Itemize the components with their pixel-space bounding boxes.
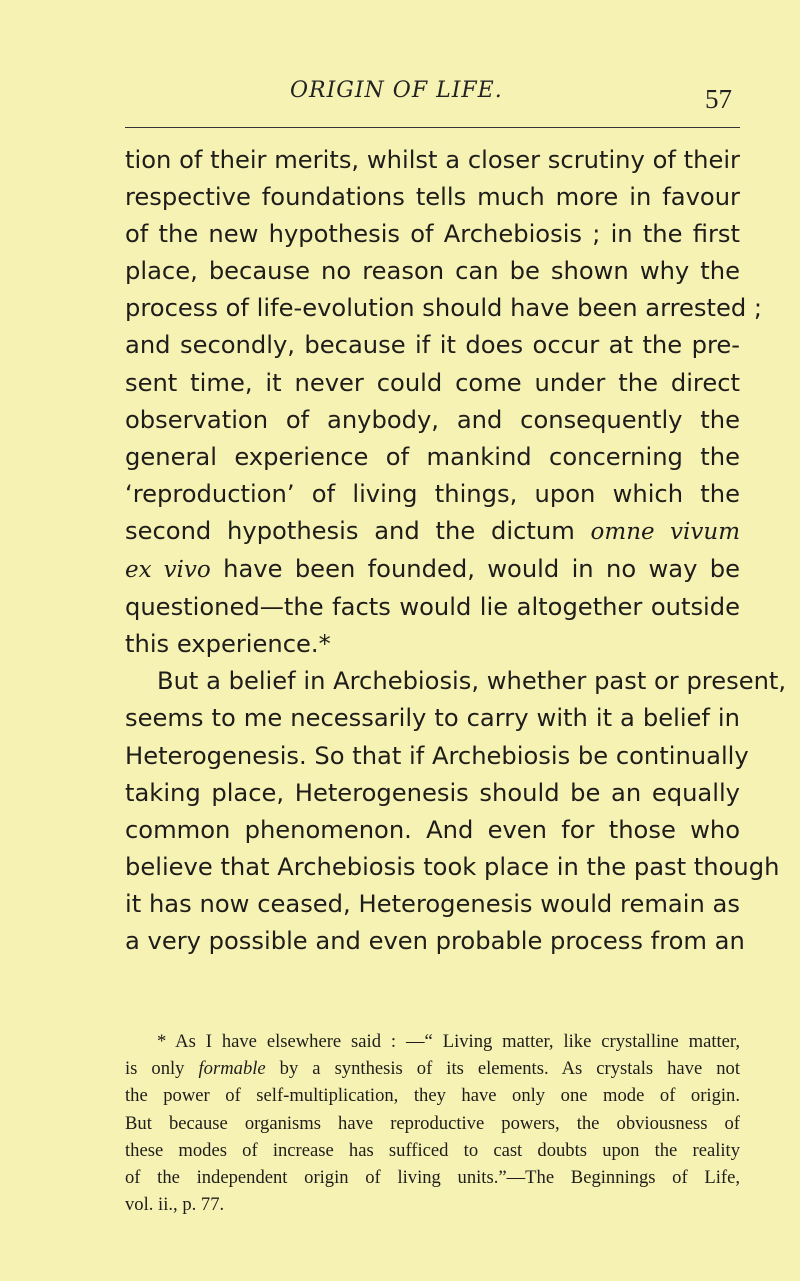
body-line: place, because no reason can be shown why the xyxy=(125,257,740,286)
body-line: tion of their merits, whilst a closer scrutiny of their xyxy=(125,146,740,174)
page-number: 57 xyxy=(705,84,732,114)
footnote-text-run: is only xyxy=(125,1058,199,1080)
latin-dictum-end: ex vivo xyxy=(125,557,211,584)
body-line: respective foundations tells much more in favour xyxy=(125,183,740,212)
paragraph-line: Heterogenesis. So that if Archebiosis be continually xyxy=(125,741,749,770)
body-line: questioned—the facts would lie altogether outside xyxy=(125,593,740,622)
body-line: and secondly, because if it does occur at the pre- xyxy=(125,331,740,360)
paragraph-line: it has now ceased, Heterogenesis would remain as xyxy=(125,889,740,918)
footnote-line: of the independent origin of living units.”—The Beginnings of Life, xyxy=(125,1167,740,1189)
header-rule xyxy=(125,127,740,128)
page-header xyxy=(125,78,740,114)
latin-dictum: omne vivum xyxy=(590,518,740,545)
body-line-dictum xyxy=(125,513,740,551)
body-line: general experience of mankind concerning the xyxy=(125,442,740,471)
paragraph-line: a very possible and even probable process from an xyxy=(125,926,745,955)
body-text-run: have been founded, would in no way be xyxy=(210,555,740,584)
body-line: sent time, it never could come under the direct xyxy=(125,368,740,397)
body-line: process of life-evolution should have been arrested ; xyxy=(125,294,763,323)
body-text xyxy=(125,142,787,960)
footnote xyxy=(125,1028,740,1218)
body-line-dictum-end xyxy=(125,551,740,589)
footnote-text-run: by a synthesis of its elements. As crystals have not xyxy=(265,1058,740,1080)
footnote-line-formable xyxy=(125,1055,740,1082)
paragraph-line: seems to me necessarily to carry with it a belief in xyxy=(125,704,740,733)
footnote-line: But because organisms have reproductive powers, the obviousness of xyxy=(125,1112,740,1134)
body-line: of the new hypothesis of Archebiosis ; in the first xyxy=(125,220,740,249)
body-line: this experience.* xyxy=(125,630,331,659)
paragraph-line: common phenomenon. And even for those who xyxy=(125,815,740,844)
body-line: ‘reproduction’ of living things, upon which the xyxy=(125,479,740,508)
paragraph-line: believe that Archebiosis took place in the past though xyxy=(125,852,780,881)
footnote-line: * As I have elsewhere said : —“ Living matter, like crystalline matter, xyxy=(157,1031,740,1052)
body-line: observation of anybody, and consequently the xyxy=(125,405,740,434)
footnote-italic: formable xyxy=(198,1058,266,1080)
running-head: ORIGIN OF LIFE. xyxy=(290,78,503,103)
paragraph-line: But a belief in Archebiosis, whether past or present, xyxy=(157,667,787,696)
footnote-line: the power of self-multiplication, they have only one mode of origin. xyxy=(125,1085,740,1107)
footnote-line: vol. ii., p. 77. xyxy=(125,1194,225,1216)
footnote-line: these modes of increase has sufficed to cast doubts upon the reality xyxy=(125,1139,740,1161)
body-text-run: second hypothesis and the dictum xyxy=(125,516,591,545)
paragraph-line: taking place, Heterogenesis should be an equally xyxy=(125,778,740,807)
